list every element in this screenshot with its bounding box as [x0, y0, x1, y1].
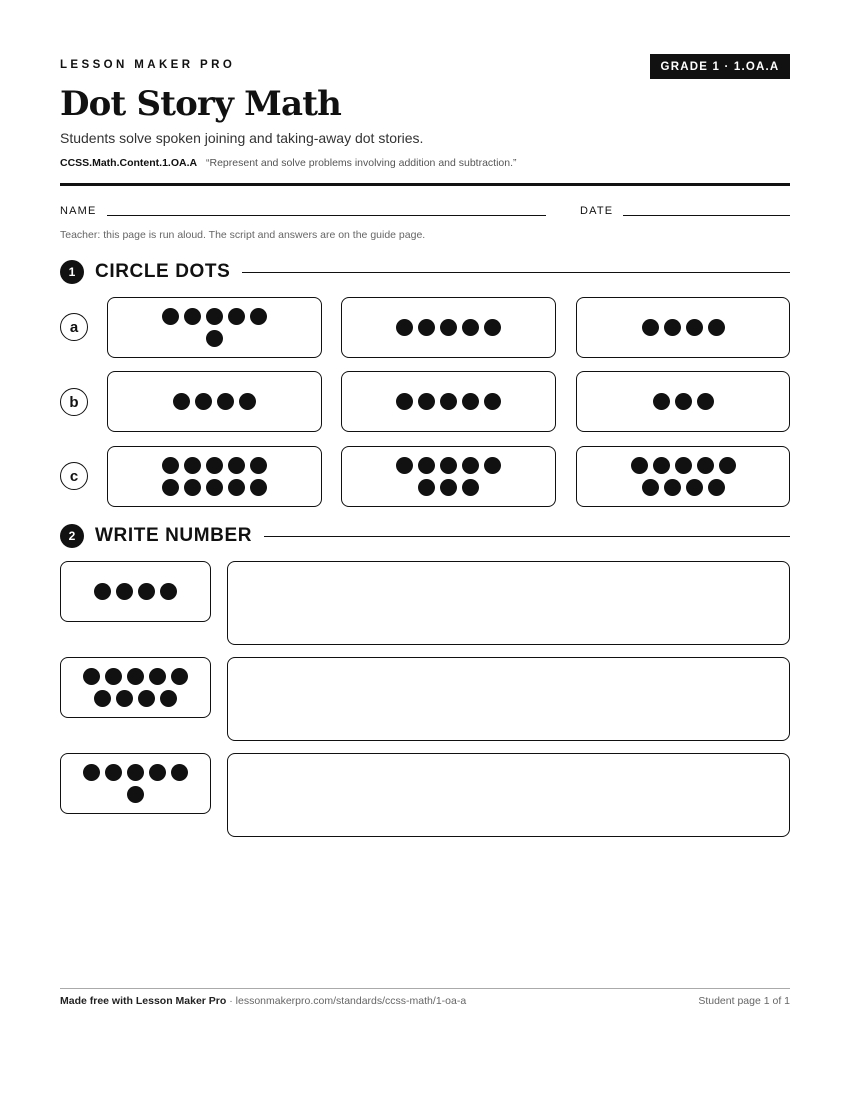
standard-code: CCSS.Math.Content.1.OA.A	[60, 157, 198, 169]
section-write-number-heading	[60, 522, 790, 550]
dot	[94, 583, 111, 600]
row-label-a: a	[60, 313, 88, 341]
dot	[116, 583, 133, 600]
dot-box-b2[interactable]	[341, 371, 556, 432]
dot-group	[173, 393, 256, 410]
dot-row	[83, 668, 188, 685]
dot	[228, 457, 245, 474]
dot	[184, 479, 201, 496]
dot	[116, 690, 133, 707]
dot	[418, 393, 435, 410]
date-label: DATE	[580, 205, 614, 217]
dot	[105, 668, 122, 685]
dot	[675, 393, 692, 410]
footer-credit	[60, 995, 466, 1007]
dot	[127, 668, 144, 685]
dot	[653, 393, 670, 410]
name-write-line[interactable]	[107, 215, 546, 216]
dot	[462, 319, 479, 336]
dot	[228, 308, 245, 325]
dot	[250, 457, 267, 474]
dot-row	[396, 393, 501, 410]
date-write-line[interactable]	[623, 215, 790, 216]
dot-row	[127, 786, 144, 803]
dot	[195, 393, 212, 410]
dot	[686, 319, 703, 336]
dot-box-c3[interactable]	[576, 446, 790, 507]
dot	[396, 457, 413, 474]
dot	[484, 319, 501, 336]
dot-group	[631, 457, 736, 496]
dot-box-b1[interactable]	[107, 371, 322, 432]
dot-group	[83, 764, 188, 803]
brand-name: LESSON MAKER PRO	[60, 59, 236, 71]
dot	[418, 479, 435, 496]
dot	[484, 393, 501, 410]
dot	[675, 457, 692, 474]
standard-description: “Represent and solve problems involving addition and subtraction.”	[206, 157, 517, 169]
dot-row	[631, 457, 736, 474]
footer-divider	[60, 988, 790, 989]
dot-row	[162, 308, 267, 325]
dot	[642, 319, 659, 336]
footer-separator: ·	[226, 995, 236, 1007]
dot	[160, 583, 177, 600]
dot-box-c2[interactable]	[341, 446, 556, 507]
dot	[631, 457, 648, 474]
dot	[127, 786, 144, 803]
dot	[173, 393, 190, 410]
dot	[440, 457, 457, 474]
grade-badge: GRADE 1 · 1.OA.A	[650, 54, 790, 79]
dot	[206, 457, 223, 474]
teacher-note: Teacher: this page is run aloud. The script and answers are on the guide page.	[60, 229, 426, 241]
dot	[184, 457, 201, 474]
dot-group	[642, 319, 725, 336]
dot	[697, 393, 714, 410]
dot	[719, 457, 736, 474]
dot	[653, 457, 670, 474]
dot-group	[162, 308, 267, 347]
answer-box-2[interactable]	[227, 657, 790, 741]
dot-row	[653, 393, 714, 410]
dot-row	[83, 764, 188, 781]
dot-group	[653, 393, 714, 410]
dot-group	[83, 668, 188, 707]
write-dots-box-2	[60, 657, 211, 718]
dot	[105, 764, 122, 781]
write-dots-box-3	[60, 753, 211, 814]
dot	[708, 479, 725, 496]
dot-box-a2[interactable]	[341, 297, 556, 358]
answer-box-1[interactable]	[227, 561, 790, 645]
dot	[138, 690, 155, 707]
dot-row	[173, 393, 256, 410]
dot	[418, 457, 435, 474]
dot	[239, 393, 256, 410]
dot	[418, 319, 435, 336]
section-number-badge: 2	[60, 524, 84, 548]
dot	[642, 479, 659, 496]
dot	[250, 308, 267, 325]
dot	[171, 764, 188, 781]
dot-box-a3[interactable]	[576, 297, 790, 358]
dot-group	[396, 319, 501, 336]
dot	[664, 319, 681, 336]
dot	[184, 308, 201, 325]
write-dots-box-1	[60, 561, 211, 622]
dot-group	[396, 393, 501, 410]
dot	[149, 764, 166, 781]
dot	[440, 479, 457, 496]
dot-group	[396, 457, 501, 496]
dot	[686, 479, 703, 496]
dot	[160, 690, 177, 707]
dot	[171, 668, 188, 685]
answer-box-3[interactable]	[227, 753, 790, 837]
dot	[206, 330, 223, 347]
dot	[440, 393, 457, 410]
dot-group	[94, 583, 177, 600]
footer-url[interactable]: lessonmakerpro.com/standards/ccss-math/1-oa-a	[235, 995, 467, 1007]
dot	[206, 479, 223, 496]
footer-page-info: Student page 1 of 1	[698, 995, 790, 1007]
dot	[162, 457, 179, 474]
section-rule	[242, 272, 790, 273]
section-title: WRITE NUMBER	[95, 525, 253, 546]
footer-made-with: Made free with Lesson Maker Pro	[60, 995, 227, 1007]
dot-row	[206, 330, 223, 347]
dot	[94, 690, 111, 707]
dot	[697, 457, 714, 474]
dot-row	[396, 319, 501, 336]
page-title: Dot Story Math	[60, 84, 342, 124]
dot	[162, 308, 179, 325]
dot	[462, 393, 479, 410]
dot-box-b3[interactable]	[576, 371, 790, 432]
section-circle-dots-heading	[60, 258, 790, 286]
standard-reference	[60, 157, 517, 169]
dot	[217, 393, 234, 410]
dot	[396, 319, 413, 336]
row-label-b: b	[60, 388, 88, 416]
dot-row	[162, 479, 267, 496]
dot	[228, 479, 245, 496]
dot	[396, 393, 413, 410]
dot	[83, 764, 100, 781]
row-label-c: c	[60, 462, 88, 490]
dot-row	[396, 457, 501, 474]
dot-row	[418, 479, 479, 496]
dot	[462, 457, 479, 474]
dot-row	[94, 583, 177, 600]
dot-box-a1[interactable]	[107, 297, 322, 358]
dot	[708, 319, 725, 336]
dot	[440, 319, 457, 336]
dot-row	[642, 479, 725, 496]
section-number-badge: 1	[60, 260, 84, 284]
page-subtitle: Students solve spoken joining and taking-away dot stories.	[60, 130, 424, 146]
dot-box-c1[interactable]	[107, 446, 322, 507]
dot-row	[642, 319, 725, 336]
dot	[83, 668, 100, 685]
dot	[206, 308, 223, 325]
dot	[149, 668, 166, 685]
name-label: NAME	[60, 205, 97, 217]
section-title: CIRCLE DOTS	[95, 261, 231, 282]
dot-group	[162, 457, 267, 496]
dot	[462, 479, 479, 496]
dot-row	[162, 457, 267, 474]
dot	[484, 457, 501, 474]
dot	[250, 479, 267, 496]
dot	[664, 479, 681, 496]
header-divider	[60, 183, 790, 186]
dot	[127, 764, 144, 781]
dot	[162, 479, 179, 496]
dot-row	[94, 690, 177, 707]
dot	[138, 583, 155, 600]
section-rule	[264, 536, 790, 537]
